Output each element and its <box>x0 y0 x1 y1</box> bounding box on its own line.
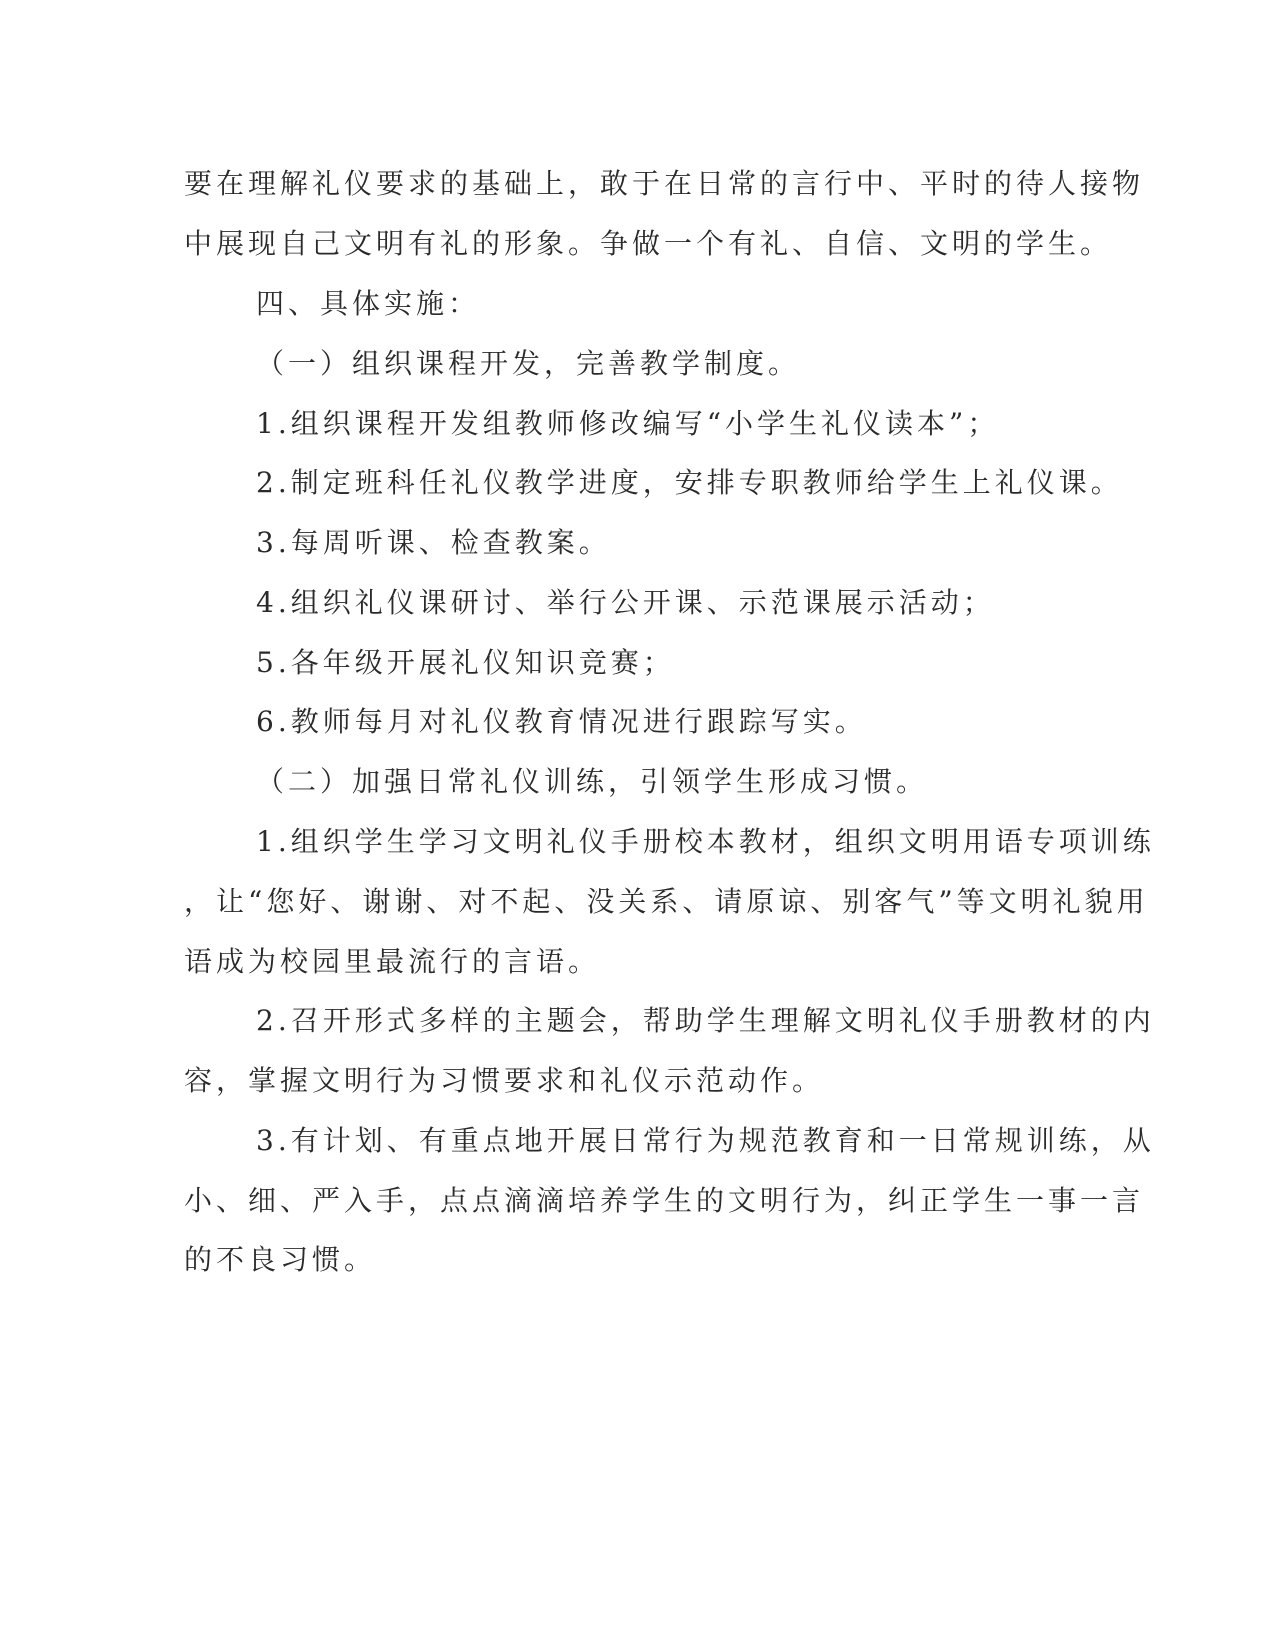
subsection-heading: （一）组织课程开发，完善教学制度。 <box>256 347 801 380</box>
paragraph-line: 小、细、严入手，点点滴滴培养学生的文明行为，纠正学生一事一言 <box>184 1184 1145 1217</box>
subsection-heading: （二）加强日常礼仪训练，引领学生形成习惯。 <box>256 765 929 798</box>
paragraph-line: 的不良习惯。 <box>184 1243 377 1276</box>
list-item: 1.组织学生学习文明礼仪手册校本教材，组织文明用语专项训练 <box>256 825 1155 858</box>
paragraph-line: 中展现自己文明有礼的形象。争做一个有礼、自信、文明的学生。 <box>184 227 1113 260</box>
list-item: 2.制定班科任礼仪教学进度，安排专职教师给学生上礼仪课。 <box>256 466 1123 499</box>
paragraph-line: 容，掌握文明行为习惯要求和礼仪示范动作。 <box>184 1064 825 1097</box>
list-item: 3.有计划、有重点地开展日常行为规范教育和一日常规训练，从 <box>256 1124 1155 1157</box>
paragraph-line: ，让“您好、谢谢、对不起、没关系、请原谅、别客气”等文明礼貌用 <box>184 885 1149 918</box>
list-item: 1.组织课程开发组教师修改编写“小学生礼仪读本”； <box>256 407 1000 440</box>
paragraph-line: 要在理解礼仪要求的基础上，敢于在日常的言行中、平时的待人接物 <box>184 167 1145 200</box>
list-item: 6.教师每月对礼仪教育情况进行跟踪写实。 <box>256 705 867 738</box>
list-item: 3.每周听课、检查教案。 <box>256 526 611 559</box>
list-item: 5.各年级开展礼仪知识竞赛； <box>256 646 675 679</box>
list-item: 2.召开形式多样的主题会，帮助学生理解文明礼仪手册教材的内 <box>256 1004 1155 1037</box>
section-heading: 四、具体实施： <box>256 287 481 320</box>
list-item: 4.组织礼仪课研讨、举行公开课、示范课展示活动； <box>256 586 995 619</box>
paragraph-line: 语成为校园里最流行的言语。 <box>184 945 601 978</box>
